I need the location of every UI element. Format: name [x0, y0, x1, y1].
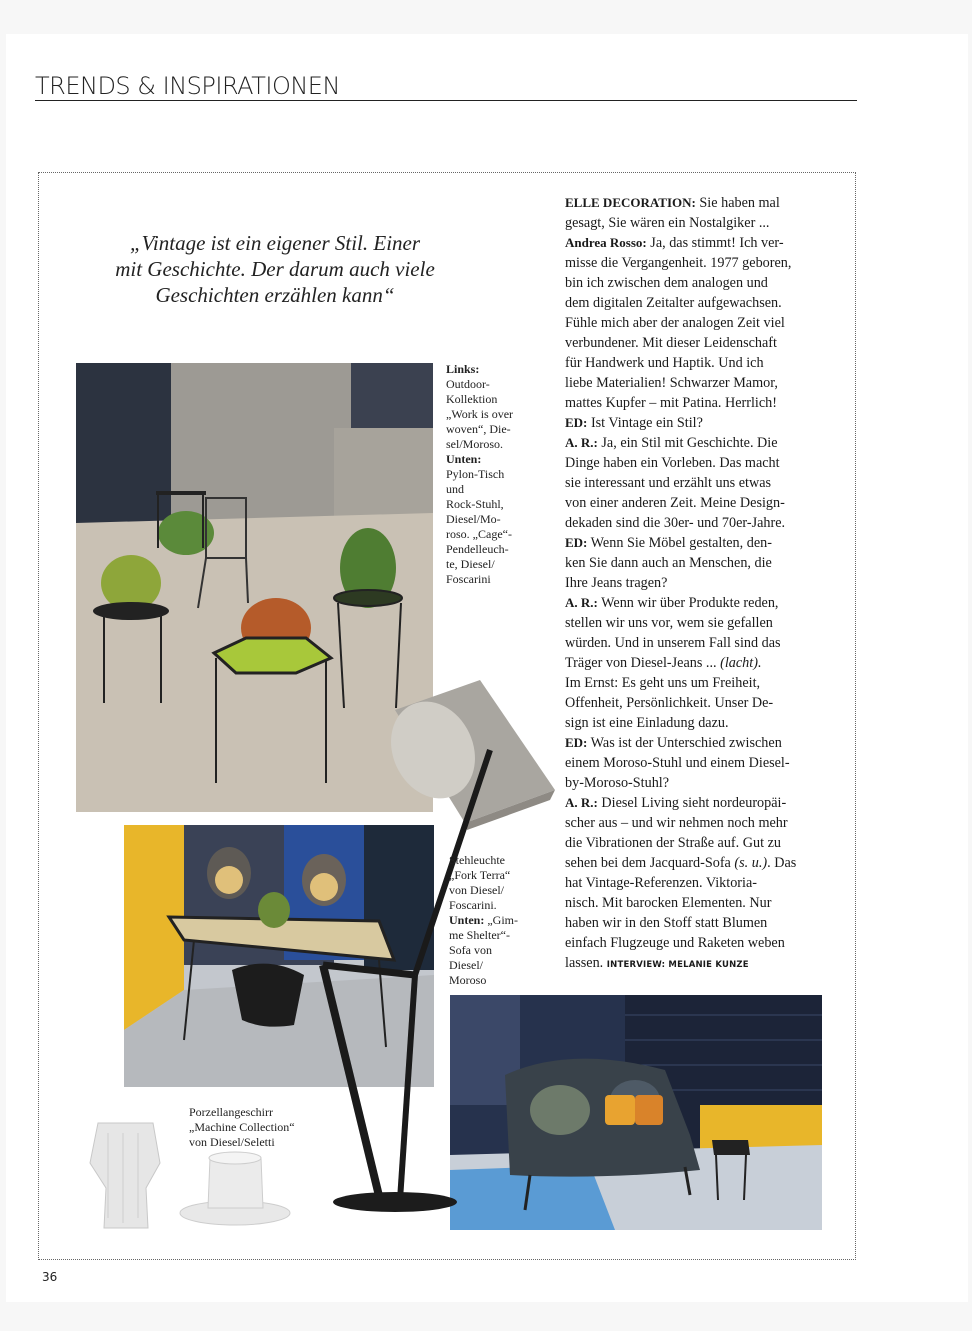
caption-line: Foscarini [446, 572, 491, 586]
speaker-label: ED: [565, 735, 588, 750]
interview-line [565, 633, 823, 653]
interview-line [565, 453, 823, 473]
caption-line: „Fork Terra“ [449, 868, 511, 882]
interview-line [565, 233, 823, 253]
interview-text-segment: Dinge haben ein Vorleben. Das macht [565, 455, 780, 471]
interview-text-segment: hat Vintage-Referenzen. Viktoria- [565, 875, 757, 891]
speaker-label: A. R.: [565, 435, 598, 450]
interview-line [565, 593, 823, 613]
header-rule [35, 100, 857, 101]
interview-text-segment: sie interessant und erzählt uns etwas [565, 475, 772, 491]
interview-line [565, 693, 823, 713]
caption-line: „Work is over [446, 407, 514, 421]
interview-line [565, 373, 823, 393]
interview-line [565, 933, 823, 953]
interview-text-segment: für Handwerk und Haptik. Und ich [565, 355, 764, 371]
interview-line [565, 333, 823, 353]
pull-quote-line: „Vintage ist ein eigener Stil. Einer [129, 231, 421, 255]
speaker-label: Andrea Rosso: [565, 235, 647, 250]
caption-line: Porzellangeschirr [189, 1105, 273, 1119]
interview-line [565, 473, 823, 493]
speaker-label: ELLE DECORATION: [565, 195, 696, 210]
interview-text-segment: stellen wir uns vor, wem sie gefallen [565, 615, 773, 631]
interview-text-segment: Offenheit, Persönlichkeit. Unser De- [565, 695, 774, 711]
interview-text-segment: scher aus – und wir nehmen noch mehr [565, 815, 788, 831]
interview-text-segment: haben wir in den Stoff statt Blumen [565, 915, 768, 931]
interview-line [565, 273, 823, 293]
interview-text-segment: Wenn Sie Möbel gestalten, den- [587, 535, 772, 551]
caption-line: Diesel/ [449, 958, 483, 972]
caption-line: Outdoor- [446, 377, 490, 391]
caption-line: Foscarini. [449, 898, 497, 912]
interview-text-segment: dekaden sind die 30er- und 70er-Jahre. [565, 515, 786, 531]
interview-text-segment: . Das [767, 855, 797, 871]
caption-line: te, Diesel/ [446, 557, 495, 571]
interview-text-segment: Ja, ein Stil mit Geschichte. Die [597, 435, 778, 451]
caption-line: und [446, 482, 464, 496]
caption-label: Unten: [446, 452, 482, 466]
interview-line [565, 953, 823, 975]
caption-line: Pylon-Tisch [446, 467, 505, 481]
caption-line: Diesel/Mo- [446, 512, 501, 526]
interview-line [565, 293, 823, 313]
interview-line [565, 793, 823, 813]
caption-line: Kollektion [446, 392, 498, 406]
caption-line: von Diesel/ [449, 883, 504, 897]
caption-label: Links: [446, 362, 480, 376]
interview-text-segment: lassen. [565, 955, 607, 971]
interview-text-segment: Fühle mich aber der analogen Zeit viel [565, 315, 785, 331]
interview-line [565, 393, 823, 413]
interview-line [565, 313, 823, 333]
interview-line [565, 433, 823, 453]
caption-line: woven“, Die- [446, 422, 511, 436]
interview-text-segment: nisch. Mit barocken Elementen. Nur [565, 895, 772, 911]
interview-line [565, 713, 823, 733]
interview-line [565, 533, 823, 553]
interview-line [565, 833, 823, 853]
pull-quote [80, 230, 470, 308]
interview-text-segment: liebe Materialien! Schwarzer Mamor, [565, 375, 778, 391]
speaker-label: ED: [565, 535, 588, 550]
interview-text-segment: misse die Vergangenheit. 1977 geboren, [565, 255, 792, 271]
caption-porcelain [189, 1105, 329, 1150]
interview-line [565, 353, 823, 373]
interview-text-segment: einem Moroso-Stuhl und einem Diesel- [565, 755, 790, 771]
interview-text-segment: ken Sie dann auch an Menschen, die [565, 555, 772, 571]
interview-italic: (s. u.) [734, 855, 768, 871]
interview-line [565, 873, 823, 893]
caption-line: me Shelter“- [449, 928, 510, 942]
interview-line [565, 413, 823, 433]
interview-text-segment: die Vibrationen der Straße auf. Gut zu [565, 835, 781, 851]
interview-italic: (lacht). [720, 655, 762, 671]
interview-text-segment: Was ist der Unterschied zwischen [587, 735, 782, 751]
interview-line [565, 653, 823, 673]
interview-credit: INTERVIEW: MELANIE KUNZE [606, 960, 749, 970]
interview-text-segment: sign ist eine Einladung dazu. [565, 715, 729, 731]
interview-text-segment: Im Ernst: Es geht uns um Freiheit, [565, 675, 761, 691]
speaker-label: A. R.: [565, 595, 598, 610]
interview-text-segment: bin ich zwischen dem analogen und [565, 275, 768, 291]
interview-text-segment: Wenn wir über Produkte reden, [597, 595, 779, 611]
caption-outdoor [446, 362, 556, 587]
interview-text-segment: mattes Kupfer – mit Patina. Herrlich! [565, 395, 777, 411]
interview-line [565, 493, 823, 513]
interview-text-segment: Träger von Diesel-Jeans ... [565, 655, 721, 671]
page-number: 36 [42, 1270, 58, 1284]
interview-text-segment: Ja, das stimmt! Ich ver- [646, 235, 784, 251]
interview-line [565, 613, 823, 633]
interview-text-segment: verbundener. Mit dieser Leidenschaft [565, 335, 777, 351]
interview-line [565, 913, 823, 933]
speaker-label: A. R.: [565, 795, 598, 810]
speaker-label: ED: [565, 415, 588, 430]
caption-line: Stehleuchte [449, 853, 505, 867]
interview-text-segment: Sie haben mal [695, 195, 780, 211]
interview-line [565, 193, 823, 213]
interview-text-segment: Diesel Living sieht nordeuropäi- [597, 795, 787, 811]
interview-line [565, 553, 823, 573]
interview-line [565, 893, 823, 913]
interview-text-segment: würden. Und in unserem Fall sind das [565, 635, 781, 651]
caption-line: „Machine Collection“ [189, 1120, 295, 1134]
caption-line: sel/Moroso. [446, 437, 503, 451]
interview-line [565, 813, 823, 833]
caption-line: Pendelleuch- [446, 542, 509, 556]
interview-line [565, 853, 823, 873]
caption-lamp [449, 853, 559, 988]
interview-line [565, 213, 823, 233]
caption-line: Sofa von [449, 943, 492, 957]
interview-text-segment: by-Moroso-Stuhl? [565, 775, 670, 791]
caption-line: von Diesel/Seletti [189, 1135, 275, 1149]
interview-text-segment: Ist Vintage ein Stil? [587, 415, 703, 431]
interview-line [565, 773, 823, 793]
interview-line [565, 733, 823, 753]
section-title: TRENDS & INSPIRATIONEN [35, 72, 340, 100]
interview-text-segment: sehen bei dem Jacquard-Sofa [565, 855, 735, 871]
caption-line: Rock-Stuhl, [446, 497, 504, 511]
interview-text-segment: von einer anderen Zeit. Meine Design- [565, 495, 785, 511]
interview-text [565, 193, 823, 975]
caption-line: „Gim- [484, 913, 518, 927]
pull-quote-line: mit Geschichte. Der darum auch viele [115, 257, 435, 281]
caption-label: Unten: [449, 913, 485, 927]
interview-text-segment: Ihre Jeans tragen? [565, 575, 668, 591]
interview-line [565, 753, 823, 773]
interview-text-segment: einfach Flugzeuge und Raketen weben [565, 935, 785, 951]
interview-line [565, 253, 823, 273]
interview-text-segment: gesagt, Sie wären ein Nostalgiker ... [565, 215, 770, 231]
interview-line [565, 573, 823, 593]
caption-line: Moroso [449, 973, 487, 987]
interview-line [565, 673, 823, 693]
interview-text-segment: dem digitalen Zeitalter aufgewachsen. [565, 295, 782, 311]
caption-line: roso. „Cage“- [446, 527, 512, 541]
pull-quote-line: Geschichten erzählen kann“ [155, 283, 395, 307]
interview-line [565, 513, 823, 533]
